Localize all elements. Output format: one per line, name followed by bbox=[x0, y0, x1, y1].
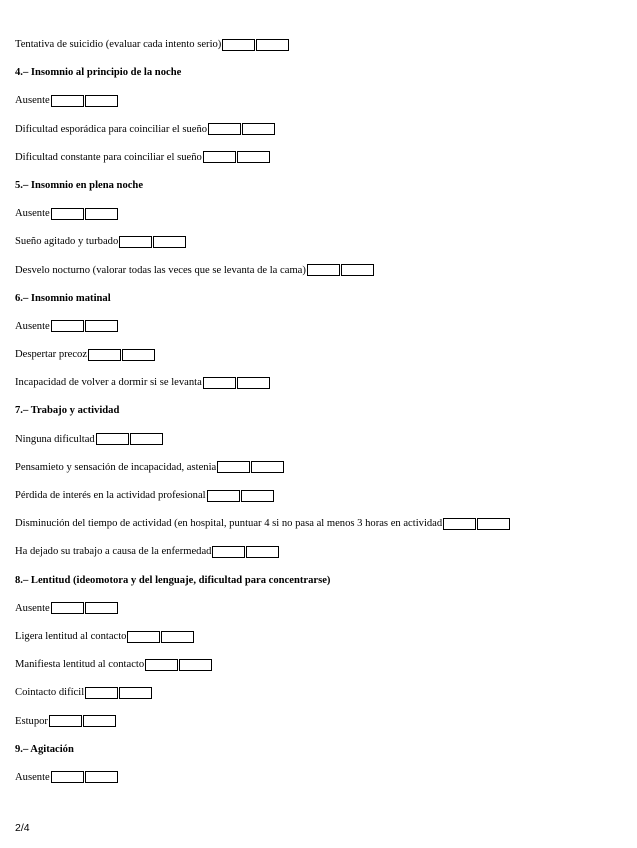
answer-checkbox[interactable] bbox=[85, 771, 118, 783]
answer-checkbox[interactable] bbox=[256, 39, 289, 51]
answer-option bbox=[15, 263, 625, 291]
answer-checkbox[interactable] bbox=[96, 433, 129, 445]
answer-checkbox[interactable] bbox=[477, 518, 510, 530]
answer-checkbox[interactable] bbox=[237, 377, 270, 389]
answer-checkbox[interactable] bbox=[130, 433, 163, 445]
section-heading bbox=[15, 573, 625, 601]
answer-checkbox[interactable] bbox=[88, 349, 121, 361]
answer-checkbox[interactable] bbox=[51, 320, 84, 332]
answer-option-label: Ausente bbox=[15, 771, 50, 783]
section-heading-text: 6.– Insomnio matinal bbox=[15, 292, 111, 304]
answer-checkbox[interactable] bbox=[122, 349, 155, 361]
answer-boxes bbox=[203, 375, 271, 391]
answer-checkbox[interactable] bbox=[127, 631, 160, 643]
answer-boxes bbox=[51, 319, 119, 335]
answer-checkbox[interactable] bbox=[207, 490, 240, 502]
answer-option bbox=[15, 488, 625, 516]
answer-option-label: Disminución del tiempo de actividad (en hospital, puntuar 4 si no pasa al menos 3 horas en actividad bbox=[15, 518, 443, 530]
answer-boxes bbox=[96, 432, 164, 448]
answer-checkbox[interactable] bbox=[49, 715, 82, 727]
answer-option bbox=[15, 347, 625, 375]
answer-option-label: Dificultad constante para coinciliar el sueño bbox=[15, 151, 202, 163]
answer-option bbox=[15, 37, 625, 65]
answer-option bbox=[15, 432, 625, 460]
answer-boxes bbox=[212, 544, 280, 560]
answer-checkbox[interactable] bbox=[161, 631, 194, 643]
answer-checkbox[interactable] bbox=[203, 151, 236, 163]
answer-option-label: Ausente bbox=[15, 320, 50, 332]
answer-option-label: Sueño agitado y turbado bbox=[15, 236, 119, 248]
answer-boxes bbox=[51, 206, 119, 222]
answer-option-label: Pérdida de interés en la actividad profesional bbox=[15, 490, 206, 501]
answer-option-label: Pensamieto y sensación de incapacidad, astenia bbox=[15, 461, 217, 473]
answer-boxes bbox=[208, 122, 276, 138]
answer-option bbox=[15, 629, 625, 657]
questionnaire-page bbox=[15, 37, 625, 798]
answer-option bbox=[15, 375, 625, 403]
answer-boxes bbox=[207, 488, 275, 504]
page-number: 2/4 bbox=[15, 822, 30, 834]
answer-option-label: Despertar precoz bbox=[15, 349, 88, 361]
answer-checkbox[interactable] bbox=[51, 95, 84, 107]
answer-option-label: Estupor bbox=[15, 715, 48, 727]
answer-boxes bbox=[307, 263, 375, 279]
answer-option bbox=[15, 93, 625, 121]
answer-checkbox[interactable] bbox=[145, 659, 178, 671]
answer-option bbox=[15, 206, 625, 234]
answer-option bbox=[15, 234, 625, 262]
answer-checkbox[interactable] bbox=[217, 461, 250, 473]
answer-checkbox[interactable] bbox=[85, 602, 118, 614]
answer-option-label: Ausente bbox=[15, 95, 50, 107]
answer-checkbox[interactable] bbox=[85, 95, 118, 107]
answer-boxes bbox=[49, 714, 117, 730]
answer-option-label: Ligera lentitud al contacto bbox=[15, 630, 127, 642]
answer-checkbox[interactable] bbox=[242, 123, 275, 135]
answer-option bbox=[15, 544, 625, 572]
answer-option bbox=[15, 460, 625, 488]
answer-option-label: Incapacidad de volver a dormir si se levanta bbox=[15, 377, 202, 389]
answer-option-label: Ausente bbox=[15, 602, 50, 614]
answer-option bbox=[15, 122, 625, 150]
answer-checkbox[interactable] bbox=[51, 771, 84, 783]
section-heading bbox=[15, 403, 625, 431]
section-heading-text: 4.– Insomnio al principio de la noche bbox=[15, 67, 182, 79]
section-heading bbox=[15, 65, 625, 93]
answer-checkbox[interactable] bbox=[246, 546, 279, 558]
section-heading-text: 5.– Insomnio en plena noche bbox=[15, 179, 144, 191]
answer-option bbox=[15, 319, 625, 347]
answer-checkbox[interactable] bbox=[208, 123, 241, 135]
answer-boxes bbox=[145, 657, 213, 673]
answer-boxes bbox=[88, 347, 156, 363]
answer-checkbox[interactable] bbox=[203, 377, 236, 389]
section-heading bbox=[15, 742, 625, 770]
answer-checkbox[interactable] bbox=[51, 602, 84, 614]
answer-checkbox[interactable] bbox=[153, 236, 186, 248]
answer-checkbox[interactable] bbox=[443, 518, 476, 530]
answer-option-label: Desvelo nocturno (valorar todas las veces que se levanta de la cama) bbox=[15, 264, 306, 276]
answer-option bbox=[15, 714, 625, 742]
answer-boxes bbox=[51, 770, 119, 786]
answer-boxes bbox=[51, 601, 119, 617]
answer-boxes bbox=[85, 685, 153, 701]
answer-checkbox[interactable] bbox=[307, 264, 340, 276]
answer-boxes bbox=[217, 460, 285, 476]
answer-option bbox=[15, 657, 625, 685]
answer-checkbox[interactable] bbox=[241, 490, 274, 502]
answer-checkbox[interactable] bbox=[237, 151, 270, 163]
answer-checkbox[interactable] bbox=[179, 659, 212, 671]
section-heading-text: 9.– Agitación bbox=[15, 743, 74, 755]
answer-option bbox=[15, 601, 625, 629]
answer-boxes bbox=[203, 150, 271, 166]
answer-checkbox[interactable] bbox=[341, 264, 374, 276]
answer-option-label: Cointacto difícil bbox=[15, 687, 85, 699]
answer-checkbox[interactable] bbox=[251, 461, 284, 473]
answer-checkbox[interactable] bbox=[51, 208, 84, 220]
answer-checkbox[interactable] bbox=[212, 546, 245, 558]
answer-checkbox[interactable] bbox=[83, 715, 116, 727]
answer-option bbox=[15, 770, 625, 798]
answer-option-label: Dificultad esporádica para coinciliar el sueño bbox=[15, 123, 208, 135]
answer-checkbox[interactable] bbox=[85, 208, 118, 220]
section-heading bbox=[15, 291, 625, 319]
section-heading bbox=[15, 178, 625, 206]
answer-boxes bbox=[119, 234, 187, 250]
answer-checkbox[interactable] bbox=[119, 687, 152, 699]
answer-boxes bbox=[443, 516, 511, 532]
answer-option bbox=[15, 150, 625, 178]
answer-option bbox=[15, 685, 625, 713]
answer-option-label: Tentativa de suicidio (evaluar cada intento serio) bbox=[15, 39, 222, 50]
answer-checkbox[interactable] bbox=[222, 39, 255, 51]
answer-checkbox[interactable] bbox=[85, 320, 118, 332]
answer-boxes bbox=[222, 37, 290, 53]
answer-option-label: Ausente bbox=[15, 208, 50, 220]
answer-checkbox[interactable] bbox=[85, 687, 118, 699]
answer-boxes bbox=[51, 93, 119, 109]
section-heading-text: 7.– Trabajo y actividad bbox=[15, 405, 120, 417]
answer-boxes bbox=[127, 629, 195, 645]
answer-option-label: Manifiesta lentitud al contacto bbox=[15, 659, 145, 671]
answer-option-label: Ninguna dificultad bbox=[15, 433, 95, 445]
answer-option bbox=[15, 516, 625, 544]
answer-option-label: Ha dejado su trabajo a causa de la enfermedad bbox=[15, 546, 212, 558]
answer-checkbox[interactable] bbox=[119, 236, 152, 248]
section-heading-text: 8.– Lentitud (ideomotora y del lenguaje, dificultad para concentrarse) bbox=[15, 574, 331, 586]
